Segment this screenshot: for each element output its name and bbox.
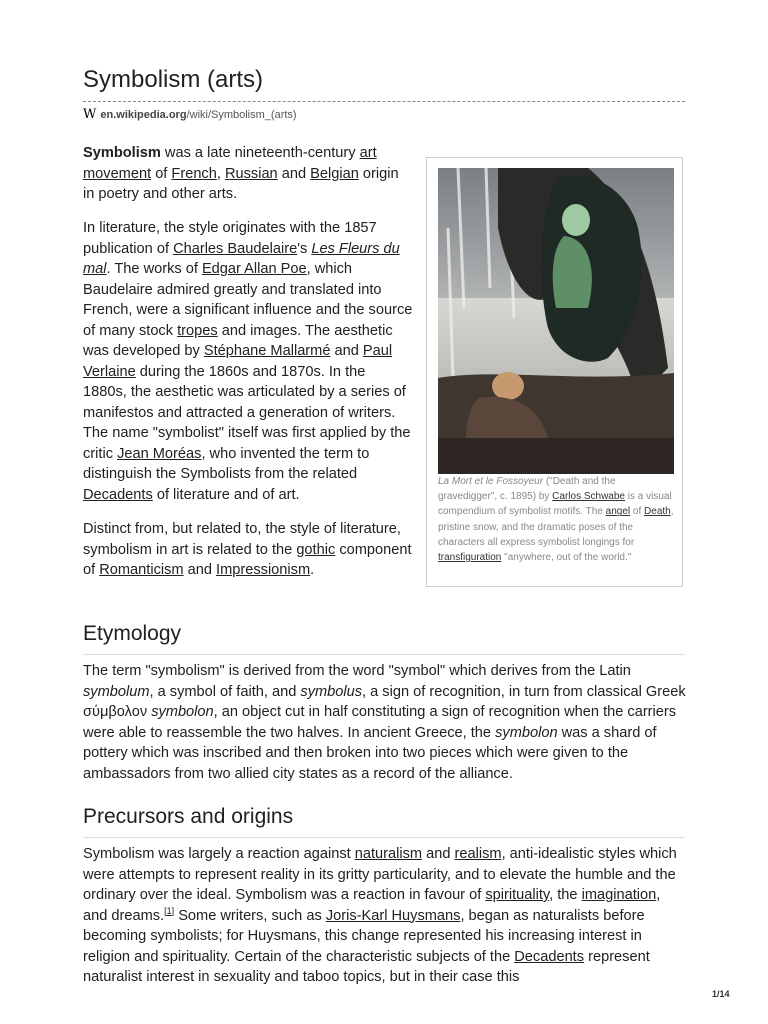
text-run: of [151,165,172,182]
intro-paragraph-1 [83,143,413,205]
inline-link[interactable]: Russian [224,165,278,182]
infobox [426,157,683,587]
page-number: 1/14 [712,989,730,999]
inline-link[interactable]: Stéphane Mallarmé [203,343,331,359]
section-heading-precursors: Precursors and origins [83,805,294,828]
wikipedia-logo-icon: W [83,107,97,122]
inline-link[interactable]: French [171,165,217,182]
inline-link[interactable]: Impressionism [216,562,311,578]
inline-link[interactable]: spirituality [485,887,550,903]
text-run: , and dreams. [83,887,661,924]
text-run: The term "symbolism" is derived from the word "symbol" which derives from the Latin [83,663,631,679]
source-line [83,107,297,122]
text-run: , began as naturalists before becoming symbolists; for Huysmans, this change represented his increasing interest in religion and spirituality. Certain of the characteristic subjects of the [83,907,645,965]
text-run: symbolum [83,683,150,700]
text-run: component of [83,541,412,578]
text-run: Some writers, such as [174,907,326,924]
inline-link[interactable]: transfiguration [438,552,502,564]
inline-link[interactable]: Decadents [514,948,585,965]
text-run: In literature, the style originates with the 1857 publication of [83,220,377,257]
text-run: 's [297,240,312,257]
text-run: origin in poetry and other arts. [83,165,399,202]
text-run: symbolus [300,683,363,700]
text-run: of [630,506,645,518]
citation-link[interactable]: [1] [164,905,175,916]
inline-link[interactable]: Decadents [83,486,153,503]
inline-link[interactable]: Death [644,506,671,518]
inline-link[interactable]: naturalism [354,846,423,862]
inline-link[interactable]: Edgar Allan Poe [201,261,307,277]
inline-link[interactable]: art movement [83,145,377,182]
inline-link[interactable]: Jean Moréas [117,445,202,462]
text-run: La Mort et le Fossoyeur [438,476,544,487]
intro-paragraph-3 [83,519,413,581]
text-run: , pristine snow, and the dramatic poses of the characters all express symbolist longings for [438,506,674,548]
inline-link[interactable]: gothic [296,541,336,558]
text-run: ("Death and the gravedigger", c. 1895) by [438,476,616,503]
etymology-paragraph [83,661,687,784]
text-run: and images. The aesthetic was developed by [83,322,393,359]
inline-link[interactable]: angel [605,506,631,518]
text-run: , a symbol of faith, and [149,683,301,700]
text-run: . The works of [106,261,202,277]
source-link[interactable] [100,109,296,121]
title-divider [83,101,685,102]
inline-link[interactable]: Paul Verlaine [83,343,393,380]
inline-link[interactable]: Les Fleurs du mal [83,240,400,277]
source-domain: en.wikipedia.org [100,108,187,121]
text-run: , [216,165,225,182]
text-run: , a sign of recognition, in turn from classical Greek σύμβολον [83,683,686,720]
source-path: /wiki/Symbolism_(arts) [186,108,297,121]
section-divider [83,837,685,838]
text-run: , an object cut in half constituting a sign of recognition when the carriers were able to reassemble the two halves. In ancient Greece, the [83,704,677,741]
inline-link[interactable]: Joris-Karl Huysmans [325,907,461,924]
section-divider [83,654,685,655]
inline-link[interactable]: imagination [581,887,657,903]
inline-link[interactable]: tropes [177,322,218,339]
text-run: was a shard of pottery which was inscribed and then broken into two pieces which were given to the ambassadors from two allied city states as a record of the alliance. [83,724,657,782]
text-run: is a visual compendium of symbolist motifs. The [438,491,672,518]
inline-link[interactable]: Carlos Schwabe [552,491,625,503]
image-caption [438,474,676,565]
text-run: represent naturalist interest in sexuality and taboo topics, but in their case this [83,948,650,985]
text-run: and [183,562,217,578]
inline-link[interactable]: realism [454,846,502,862]
text-run: Distinct from, but related to, the style of literature, symbolism in art is related to the [83,521,401,558]
text-run: "anywhere, out of the world." [501,552,632,564]
text-run: and [422,846,455,862]
text-run: symbolon [495,724,558,741]
text-run: and [330,343,363,359]
text-run: . [310,562,315,578]
page-title: Symbolism (arts) [83,66,264,93]
text-run: during the 1860s and 1870s. In the 1880s, the aesthetic was articulated by a series of manifestos and attracted a generation of writers. The name "symbolist" itself was first applied by the critic [83,363,411,462]
text-run: Symbolism was largely a reaction against [83,846,355,862]
text-run: , anti-idealistic styles which were attempts to represent reality in its gritty particularity, and to elevate the humble and the ordinary over the ideal. Symbolism was a reaction in favour of [83,846,677,903]
text-run: symbolon [151,704,214,720]
text-run: , who invented the term to distinguish the Symbolists from the related [83,445,370,482]
intro-paragraph-2 [83,218,413,505]
painting-image[interactable] [438,168,674,474]
text-run: of literature and of art. [152,486,300,503]
text-run: , the [549,887,582,903]
text-run: and [277,165,311,182]
inline-link[interactable]: Romanticism [99,562,184,578]
inline-link[interactable]: Charles Baudelaire [173,240,298,257]
text-run: , which Baudelaire admired greatly and translated into French, were a significant influence and the source of many stock [83,261,413,339]
text-run: Symbolism [83,145,161,161]
inline-link[interactable]: Belgian [310,165,359,182]
section-heading-etymology: Etymology [83,622,182,645]
precursors-paragraph [83,844,687,988]
text-run: was a late nineteenth-century [160,145,360,161]
